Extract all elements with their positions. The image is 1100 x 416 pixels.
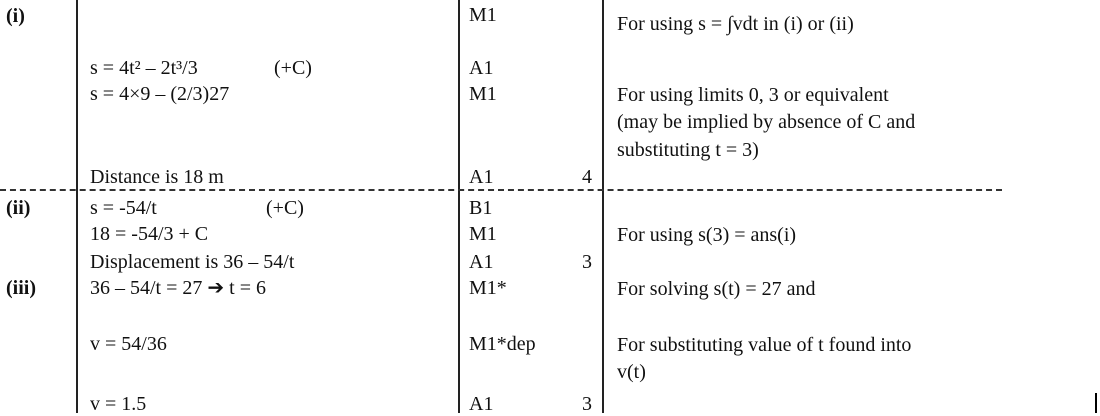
part-label: (iii) [6,277,36,299]
working-line: v = 54/36 [90,333,167,355]
guidance-note: For substituting value of t found into [617,334,912,356]
working-line: s = 4t² – 2t³/3 [90,57,198,79]
guidance-note: For using s = ∫vdt in (i) or (ii) [617,13,854,35]
working-line: 36 – 54/t = 27 ➔ t = 6 [90,277,266,299]
mark: M1 [469,4,497,26]
guidance-note: v(t) [617,361,646,383]
mark: A1 [469,251,494,273]
working-line: 18 = -54/3 + C [90,223,209,245]
part-total: 3 [582,251,592,273]
column-divider [602,0,604,413]
guidance-note: For solving s(t) = 27 and [617,278,816,300]
mark: M1 [469,83,497,105]
part-separator [0,189,1002,191]
text-cursor [1095,393,1097,413]
column-divider [458,0,460,413]
working-line: v = 1.5 [90,393,147,415]
working-line: (+C) [274,57,312,79]
working-line: s = 4×9 – (2/3)27 [90,83,230,105]
part-label: (ii) [6,197,31,219]
working-line: s = -54/t [90,197,157,219]
mark: M1*dep [469,333,536,355]
working-line: (+C) [266,197,304,219]
mark: B1 [469,197,493,219]
part-total: 4 [582,166,592,188]
mark: M1* [469,277,507,299]
working-line: Displacement is 36 – 54/t [90,251,295,273]
mark: M1 [469,223,497,245]
mark: A1 [469,393,494,415]
working-line: Distance is 18 m [90,166,224,188]
part-label: (i) [6,5,25,27]
guidance-note: For using limits 0, 3 or equivalent [617,84,889,106]
column-divider [76,0,78,413]
part-total: 3 [582,393,592,415]
guidance-note: substituting t = 3) [617,139,759,161]
mark: A1 [469,166,494,188]
mark: A1 [469,57,494,79]
guidance-note: (may be implied by absence of C and [617,111,916,133]
guidance-note: For using s(3) = ans(i) [617,224,797,246]
